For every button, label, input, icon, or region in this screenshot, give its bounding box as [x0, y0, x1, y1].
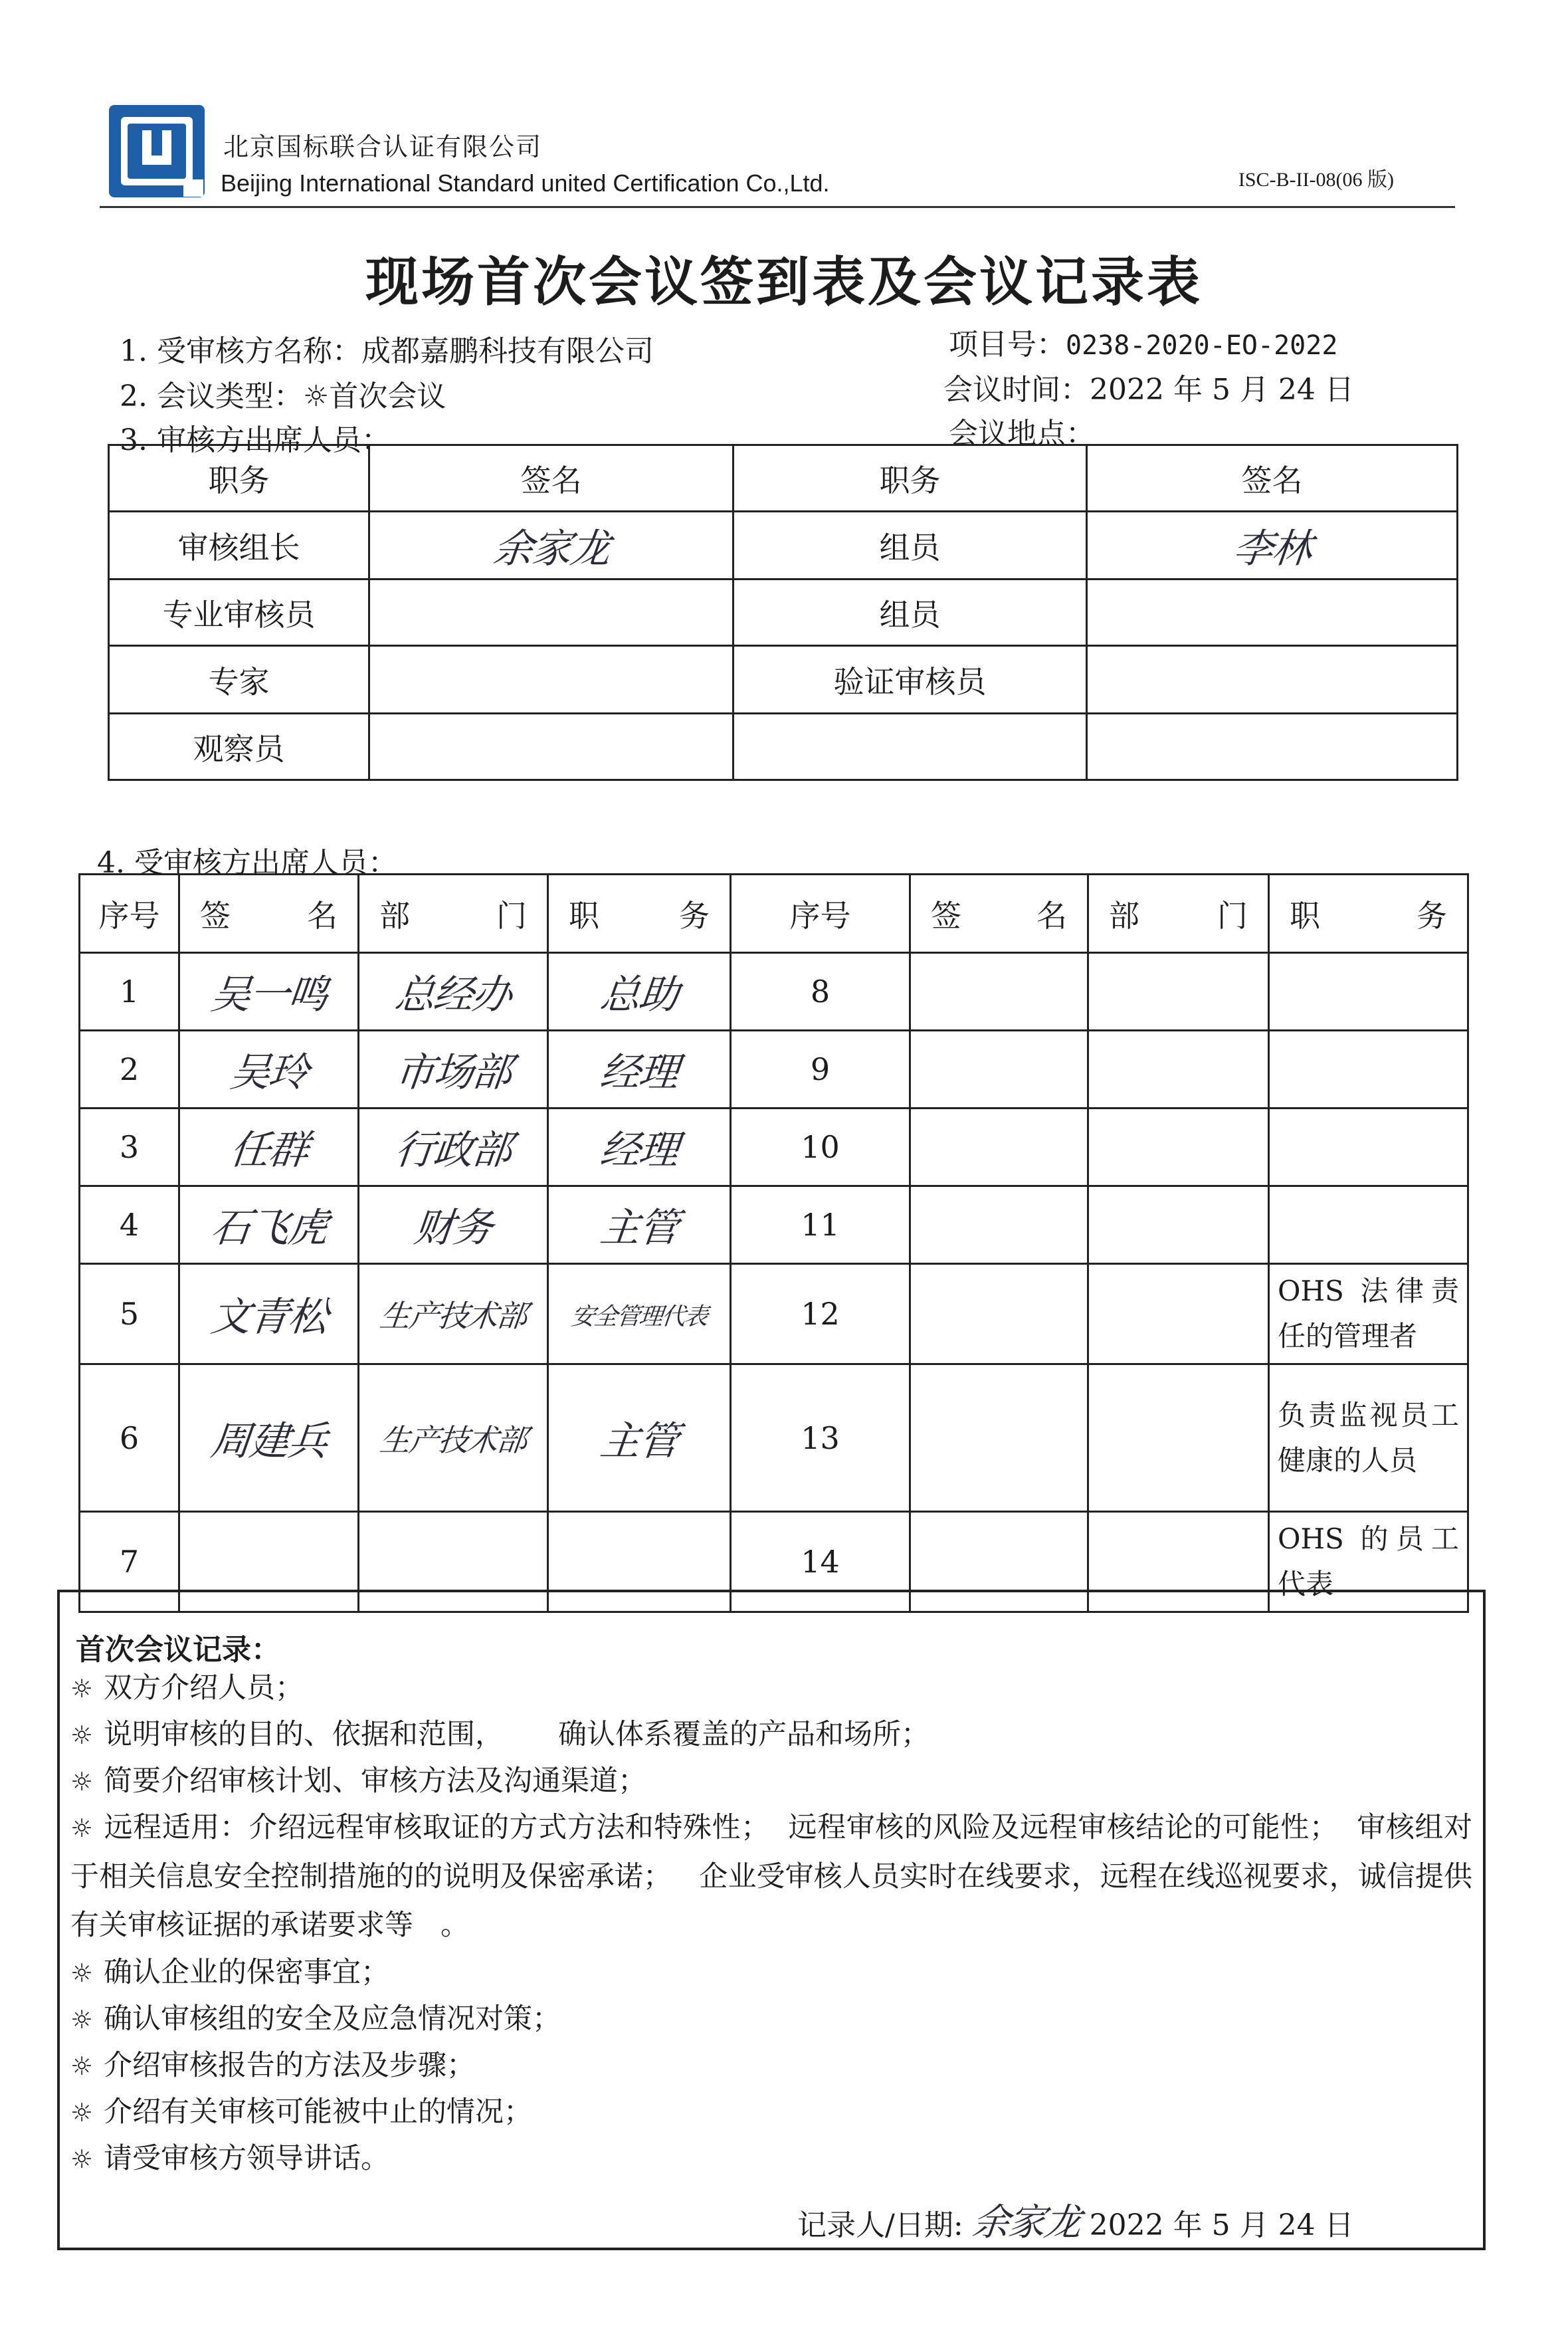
handwritten-dept: 行政部 — [392, 1127, 514, 1174]
handwritten-title: 主管 — [597, 1418, 680, 1465]
form-code: ISC-B-II-08(06 版) — [1238, 169, 1394, 191]
title-note-cell: 负责监视员工健康的人员 — [1269, 1364, 1468, 1512]
handwritten-signature: 文青松 — [208, 1294, 329, 1340]
dept-cell[interactable] — [1088, 1364, 1269, 1512]
row-number: 7 — [80, 1512, 179, 1612]
recorder-label: 记录人/日期: — [797, 2208, 963, 2242]
title-cell[interactable] — [1269, 1109, 1468, 1186]
signature-cell[interactable] — [1087, 580, 1458, 646]
header-signature: 签名 — [369, 445, 734, 512]
signature-cell[interactable] — [369, 580, 734, 646]
table-row — [109, 512, 1458, 580]
signature-cell[interactable] — [369, 512, 734, 580]
role-cell: 验证审核员 — [734, 646, 1087, 714]
auditee-name-label: 1. 受审核方名称： — [120, 334, 361, 368]
header-signature: 签名 — [1087, 445, 1458, 512]
company-logo — [104, 100, 210, 203]
handwritten-title: 安全管理代表 — [569, 1303, 708, 1330]
title-cell[interactable] — [1269, 1186, 1468, 1264]
row-number: 12 — [731, 1264, 910, 1364]
handwritten-signature: 吴玲 — [227, 1049, 310, 1096]
handwritten-title: 总助 — [597, 972, 680, 1018]
dept-cell[interactable] — [1088, 1109, 1269, 1186]
record-remote-paragraph: ☼ 远程适用：介绍远程审核取证的方式方法和特殊性； 远程审核的风险及远程审核结论的可能性； 审核组对于相关信息安全控制措施的的说明及保密承诺； 企业受审核人员实时在线要求，远程在线巡视要求，诚信提供有关审核证据的承诺要求等 。 — [70, 1804, 1472, 1950]
recorder-signature[interactable]: 余家龙 — [969, 2201, 1082, 2244]
table-row — [80, 1109, 1468, 1186]
meeting-type-label: 2. 会议类型： — [120, 379, 303, 413]
auditee-name-line — [120, 327, 654, 370]
document-title: 现场首次会议签到表及会议记录表 — [365, 251, 1203, 313]
project-number: 0238-2020-EO-2022 — [1066, 330, 1338, 361]
signature-cell[interactable] — [910, 1186, 1088, 1264]
record-item: ☼ 介绍审核报告的方法及步骤； — [70, 2049, 475, 2082]
signature-cell[interactable] — [179, 1264, 359, 1364]
row-number: 11 — [731, 1186, 910, 1264]
signature-cell[interactable] — [910, 953, 1088, 1031]
row-number: 1 — [80, 953, 179, 1031]
row-number: 8 — [731, 953, 910, 1031]
auditor-table-header — [109, 445, 1458, 512]
signature-cell[interactable] — [910, 1364, 1088, 1512]
signature-cell[interactable] — [369, 714, 734, 780]
sun-bullet-icon: ☼ — [70, 1814, 94, 1843]
dept-cell[interactable] — [359, 1364, 548, 1512]
table-row — [109, 580, 1458, 646]
table-row — [80, 953, 1468, 1031]
sun-bullet-icon: ☼ — [70, 2005, 94, 2034]
dept-cell[interactable] — [359, 1031, 548, 1109]
table-row — [80, 1031, 1468, 1109]
auditee-table-header — [80, 875, 1468, 953]
handwritten-dept: 生产技术部 — [377, 1422, 528, 1458]
record-item: ☼ 请受审核方领导讲话。 — [70, 2142, 389, 2175]
row-number: 5 — [80, 1264, 179, 1364]
auditor-attendees-label: 3. 审核方出席人员： — [120, 423, 391, 457]
meeting-time-value: 2022 年 5 月 24 日 — [1090, 373, 1354, 407]
signature-cell[interactable] — [910, 1031, 1088, 1109]
sun-bullet-icon: ☼ — [70, 1958, 94, 1988]
row-number: 9 — [731, 1031, 910, 1109]
recorder-line — [797, 2193, 1354, 2246]
header-role: 职务 — [734, 445, 1087, 512]
role-cell: 观察员 — [109, 714, 369, 780]
handwritten-signature: 任群 — [227, 1127, 310, 1174]
signature-cell[interactable] — [1087, 714, 1458, 780]
title-cell[interactable] — [548, 1364, 731, 1512]
dept-cell[interactable] — [1088, 1031, 1269, 1109]
signature-cell[interactable] — [179, 1031, 359, 1109]
handwritten-title: 经理 — [597, 1049, 680, 1096]
signature-cell[interactable] — [1087, 512, 1458, 580]
dept-cell[interactable] — [1088, 953, 1269, 1031]
handwritten-signature: 李林 — [1230, 525, 1313, 572]
company-name-en: Beijing International Standard united Certification Co.,Ltd. — [221, 169, 830, 197]
header-dept: 部 门 — [359, 875, 548, 953]
handwritten-dept: 生产技术部 — [377, 1298, 528, 1334]
project-label: 项目号： — [949, 328, 1066, 362]
signature-cell[interactable] — [369, 646, 734, 714]
handwritten-signature: 周建兵 — [208, 1418, 329, 1465]
sun-bullet-icon: ☼ — [70, 2145, 94, 2174]
auditee-attendees-label: 4. 受审核方出席人员： — [97, 846, 397, 880]
handwritten-dept: 市场部 — [392, 1049, 514, 1096]
header-divider — [100, 206, 1455, 208]
title-cell[interactable] — [1269, 1031, 1468, 1109]
role-cell: 审核组长 — [109, 512, 369, 580]
record-item: ☼ 双方介绍人员； — [70, 1671, 304, 1705]
row-number: 4 — [80, 1186, 179, 1264]
dept-cell[interactable] — [1088, 1264, 1269, 1364]
signature-cell[interactable] — [179, 1186, 359, 1264]
table-row — [80, 1186, 1468, 1264]
dept-cell[interactable] — [1088, 1186, 1269, 1264]
signature-cell[interactable] — [179, 953, 359, 1031]
title-note-cell: OHS 法律责任的管理者 — [1269, 1264, 1468, 1364]
signature-cell[interactable] — [910, 1109, 1088, 1186]
title-cell[interactable] — [548, 1031, 731, 1109]
meeting-place-label: 会议地点： — [949, 417, 1095, 451]
header-role: 职务 — [109, 445, 369, 512]
sun-bullet-icon: ☼ — [70, 1767, 94, 1796]
sun-bullet-icon: ☼ — [70, 2098, 94, 2127]
meeting-time-label: 会议时间： — [943, 373, 1090, 407]
row-number: 10 — [731, 1109, 910, 1186]
role-cell: 组员 — [734, 580, 1087, 646]
title-cell[interactable] — [1269, 953, 1468, 1031]
title-cell[interactable] — [548, 1186, 731, 1264]
header-sign: 签 名 — [910, 875, 1088, 953]
table-row — [80, 1364, 1468, 1512]
signature-cell[interactable] — [910, 1264, 1088, 1364]
header-dept: 部 门 — [1088, 875, 1269, 953]
title-cell[interactable] — [548, 953, 731, 1031]
dept-cell[interactable] — [359, 1186, 548, 1264]
header-no: 序号 — [80, 875, 179, 953]
record-item: ☼ 说明审核的目的、依据和范围， 确认体系覆盖的产品和场所； — [70, 1718, 930, 1751]
project-line — [949, 320, 1337, 363]
row-number: 13 — [731, 1364, 910, 1512]
dept-cell[interactable] — [359, 1109, 548, 1186]
row-number: 6 — [80, 1364, 179, 1512]
handwritten-dept: 财务 — [411, 1205, 494, 1251]
auditee-name-value: 成都嘉鹏科技有限公司 — [361, 334, 654, 368]
meeting-type-line — [120, 372, 446, 415]
record-item: ☼ 确认审核组的安全及应急情况对策； — [70, 2002, 561, 2036]
record-item: ☼ 确认企业的保密事宜； — [70, 1956, 389, 1989]
header-title: 职 务 — [548, 875, 731, 953]
sun-bullet-icon: ☼ — [70, 1674, 94, 1703]
role-cell: 专家 — [109, 646, 369, 714]
handwritten-signature: 石飞虎 — [208, 1205, 329, 1251]
header-no: 序号 — [731, 875, 910, 953]
header-title: 职 务 — [1269, 875, 1468, 953]
sun-bullet-icon: ☼ — [70, 2052, 94, 2081]
handwritten-dept: 总经办 — [392, 972, 514, 1018]
record-title: 首次会议记录： — [76, 1633, 280, 1667]
company-name-cn: 北京国标联合认证有限公司 — [223, 132, 543, 161]
dept-cell[interactable] — [359, 953, 548, 1031]
handwritten-title: 经理 — [597, 1127, 680, 1174]
role-cell — [734, 714, 1087, 780]
handwritten-signature: 余家龙 — [490, 525, 611, 572]
meeting-type-value: ☼首次会议 — [302, 379, 446, 413]
record-item: ☼ 介绍有关审核可能被中止的情况； — [70, 2095, 532, 2129]
row-number: 2 — [80, 1031, 179, 1109]
sun-bullet-icon: ☼ — [70, 1721, 94, 1750]
table-row — [109, 714, 1458, 780]
handwritten-title: 主管 — [597, 1205, 680, 1251]
header-sign: 签 名 — [179, 875, 359, 953]
handwritten-signature: 吴一鸣 — [208, 972, 329, 1018]
table-row — [80, 1264, 1468, 1364]
row-number: 14 — [731, 1512, 910, 1612]
signature-cell[interactable] — [179, 1364, 359, 1512]
auditor-table — [108, 444, 1458, 781]
title-cell[interactable] — [548, 1109, 731, 1186]
record-item: ☼ 简要介绍审核计划、审核方法及沟通渠道； — [70, 1764, 646, 1798]
table-row — [109, 646, 1458, 714]
row-number: 3 — [80, 1109, 179, 1186]
role-cell: 组员 — [734, 512, 1087, 580]
auditee-table — [78, 873, 1469, 1613]
title-cell[interactable] — [548, 1264, 731, 1364]
meeting-record-box — [57, 1590, 1486, 2250]
meeting-time-line — [943, 366, 1354, 408]
recorder-date: 2022 年 5 月 24 日 — [1089, 2208, 1354, 2242]
signature-cell[interactable] — [179, 1109, 359, 1186]
signature-cell[interactable] — [1087, 646, 1458, 714]
title-note-cell: OHS 的员工代表 — [1269, 1512, 1468, 1612]
dept-cell[interactable] — [359, 1264, 548, 1364]
role-cell: 专业审核员 — [109, 580, 369, 646]
